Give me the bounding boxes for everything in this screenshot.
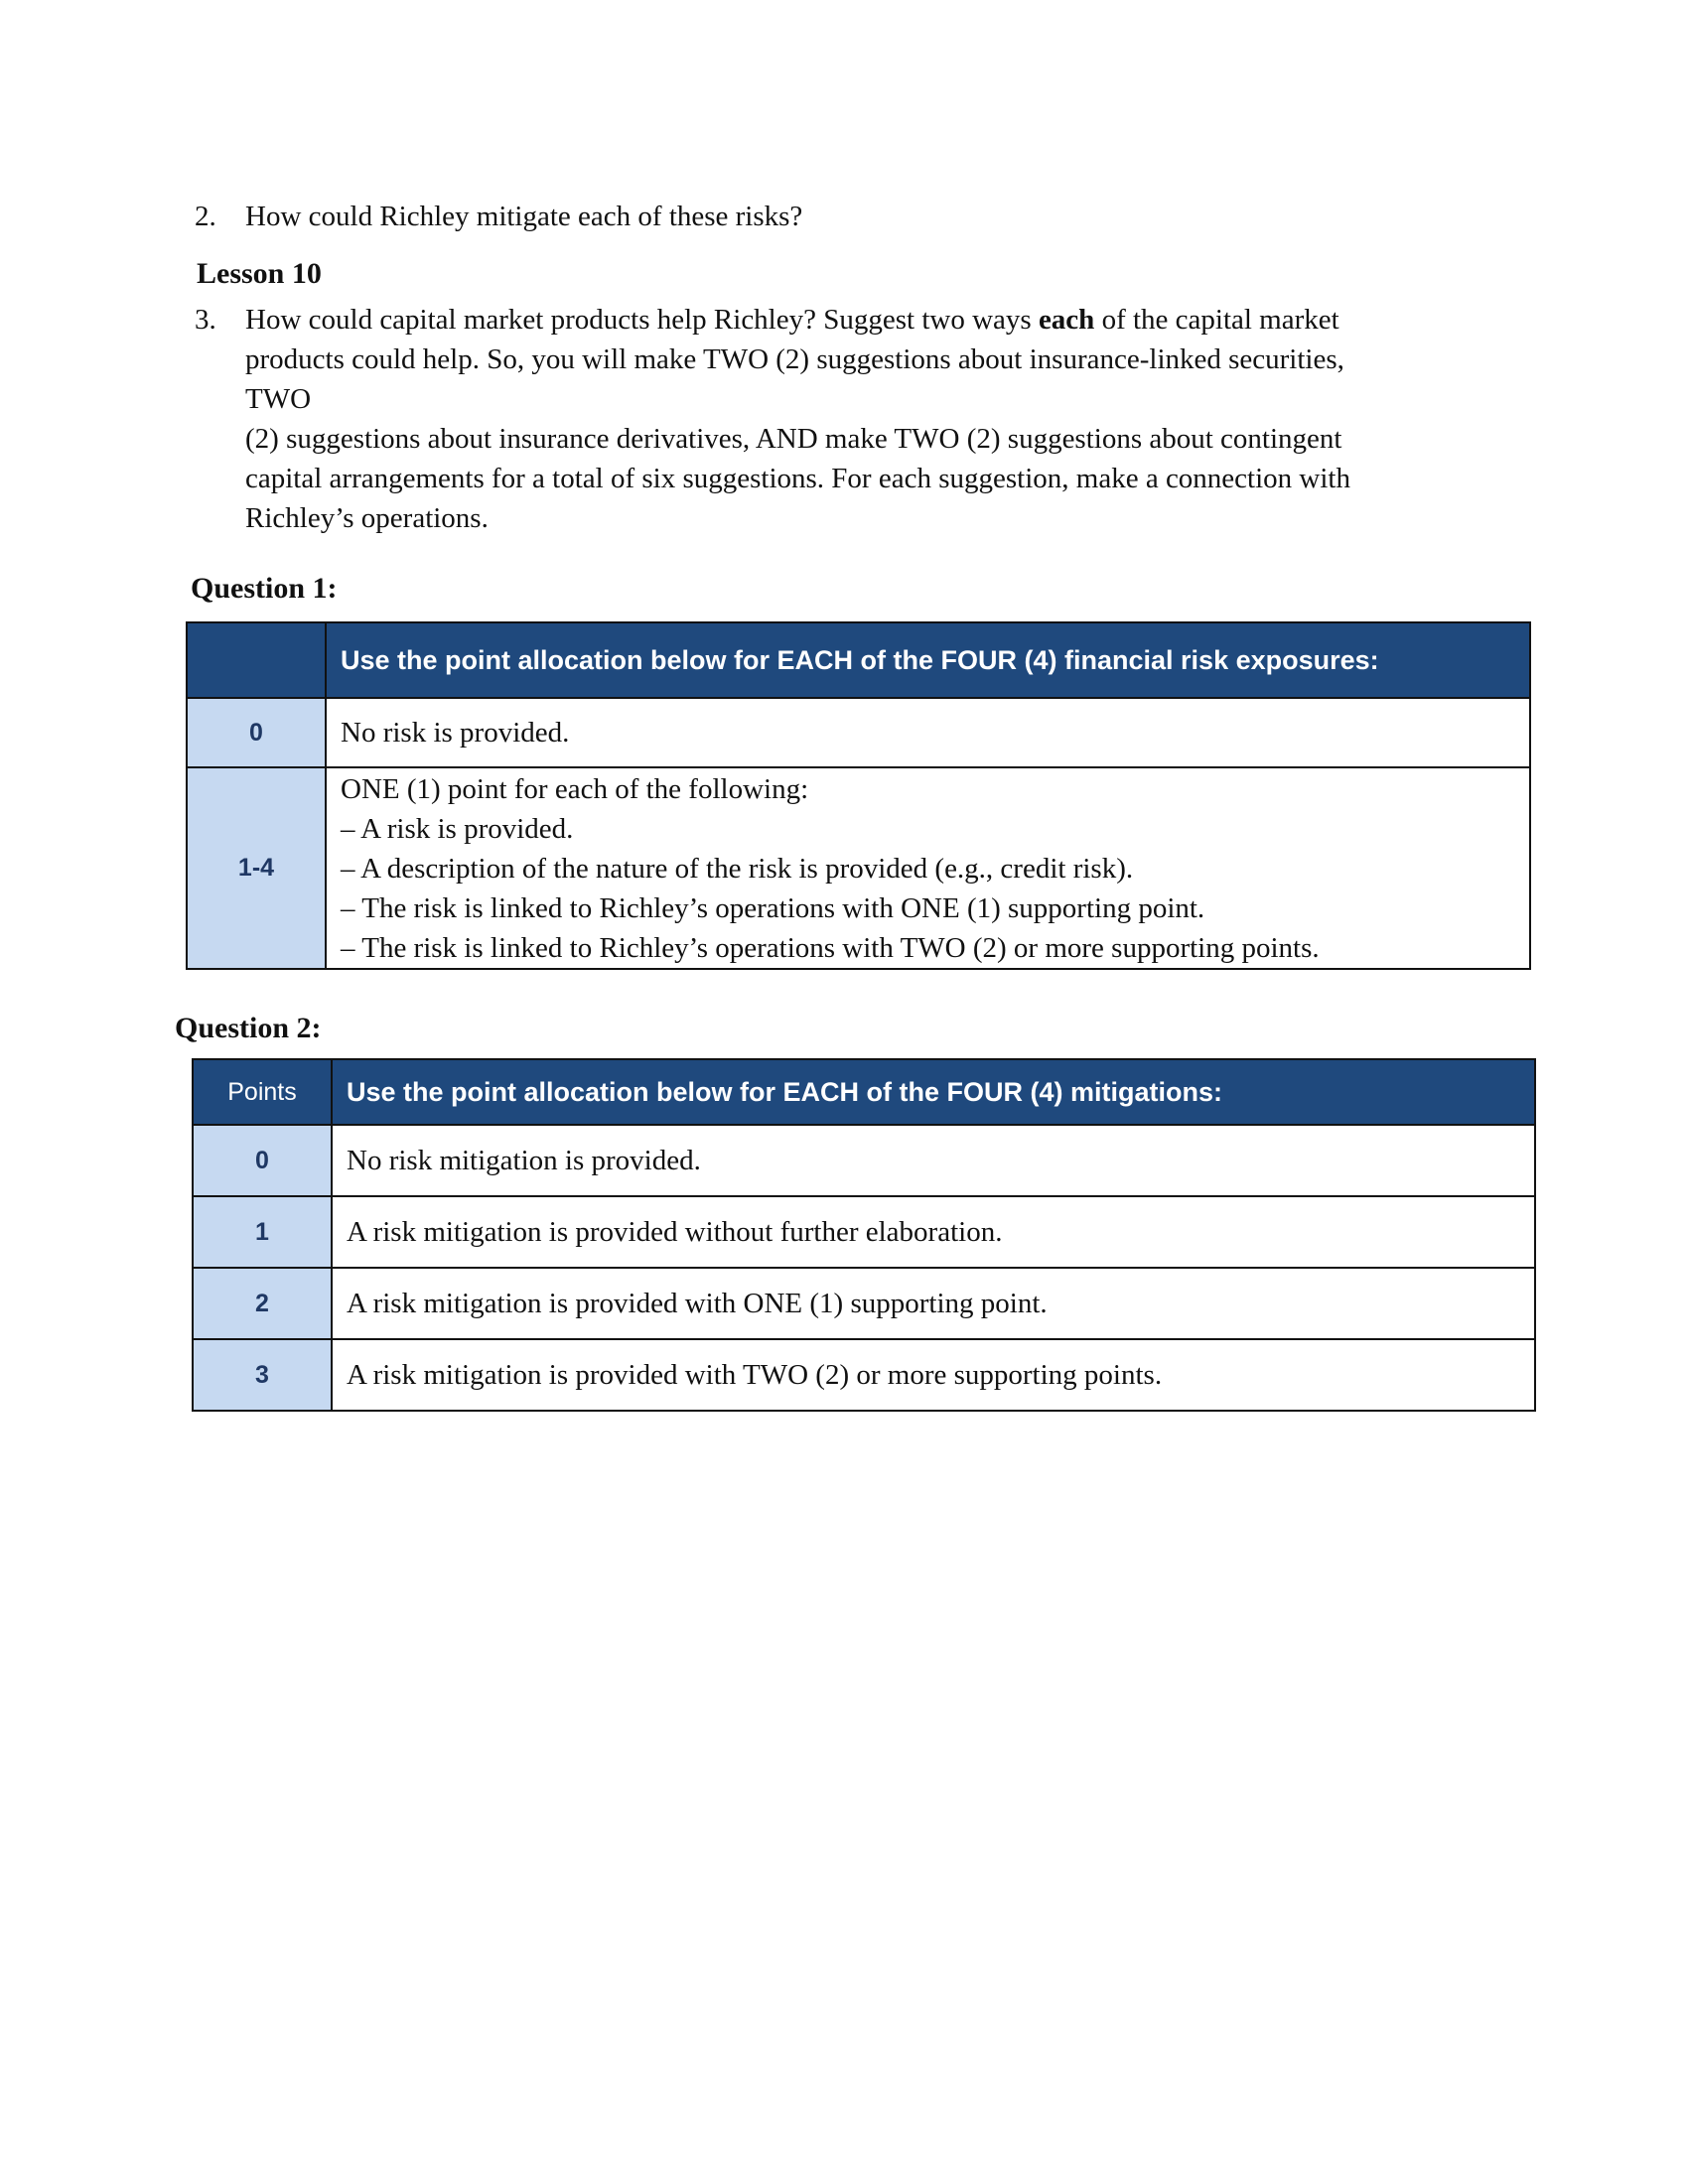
description-line: – A description of the nature of the risk is provided (e.g., credit risk). <box>341 852 1134 885</box>
points-cell: 1-4 <box>187 767 326 969</box>
rubric-header: Use the point allocation below for EACH of the FOUR (4) mitigations: <box>332 1059 1535 1125</box>
item-text: How could Richley mitigate each of these risks? <box>245 201 803 232</box>
table-row <box>187 767 1530 969</box>
description-cell <box>332 1196 1535 1268</box>
emphasis-each: each <box>1038 304 1095 336</box>
points-column-header: Points <box>193 1059 332 1125</box>
question-1-rubric-table <box>186 621 1531 970</box>
points-column-header <box>187 622 326 698</box>
description-cell <box>326 767 1530 969</box>
table-row <box>193 1339 1535 1411</box>
table-header-row <box>187 622 1530 698</box>
description-line: – The risk is linked to Richley’s operations with ONE (1) supporting point. <box>341 891 1205 924</box>
table-row <box>193 1125 1535 1196</box>
table-row <box>187 698 1530 767</box>
description-line: ONE (1) point for each of the following: <box>341 772 809 805</box>
description-line: No risk mitigation is provided. <box>347 1145 701 1176</box>
rubric-header: Use the point allocation below for EACH of the FOUR (4) financial risk exposures: <box>326 622 1530 698</box>
lesson-heading: Lesson 10 <box>197 257 322 290</box>
item-text-line: (2) suggestions about insurance derivatives, AND make TWO (2) suggestions about contingent <box>245 423 1342 455</box>
table-header-row <box>193 1059 1535 1125</box>
points-cell: 2 <box>193 1268 332 1339</box>
description-line: – The risk is linked to Richley’s operations with TWO (2) or more supporting points. <box>341 931 1320 964</box>
question-2-heading: Question 2: <box>175 1012 322 1044</box>
item-text-line: Richley’s operations. <box>245 502 489 534</box>
description-line: A risk mitigation is provided without further elaboration. <box>347 1216 1003 1248</box>
item-number: 2. <box>195 201 216 232</box>
table-row <box>193 1196 1535 1268</box>
question-2-rubric-table <box>192 1058 1536 1412</box>
description-cell <box>332 1125 1535 1196</box>
item-text-line: capital arrangements for a total of six suggestions. For each suggestion, make a connection with <box>245 463 1350 494</box>
description-cell <box>332 1268 1535 1339</box>
points-cell: 0 <box>187 698 326 767</box>
points-cell: 3 <box>193 1339 332 1411</box>
points-cell: 1 <box>193 1196 332 1268</box>
item-text-line: TWO <box>245 383 312 415</box>
table-row <box>193 1268 1535 1339</box>
item-number: 3. <box>195 304 216 336</box>
description-cell <box>332 1339 1535 1411</box>
item-text <box>245 300 1447 538</box>
item-text-line: products could help. So, you will make TWO (2) suggestions about insurance-linked securities, <box>245 343 1344 375</box>
description-line: – A risk is provided. <box>341 812 574 845</box>
description-line: No risk is provided. <box>341 717 570 749</box>
question-1-heading: Question 1: <box>191 572 338 605</box>
description-line: A risk mitigation is provided with TWO (2) or more supporting points. <box>347 1359 1163 1391</box>
description-line: A risk mitigation is provided with ONE (1) supporting point. <box>347 1288 1048 1319</box>
points-cell: 0 <box>193 1125 332 1196</box>
item-text-line: How could capital market products help Richley? Suggest two ways each of the capital market <box>245 304 1339 336</box>
description-cell <box>326 698 1530 767</box>
